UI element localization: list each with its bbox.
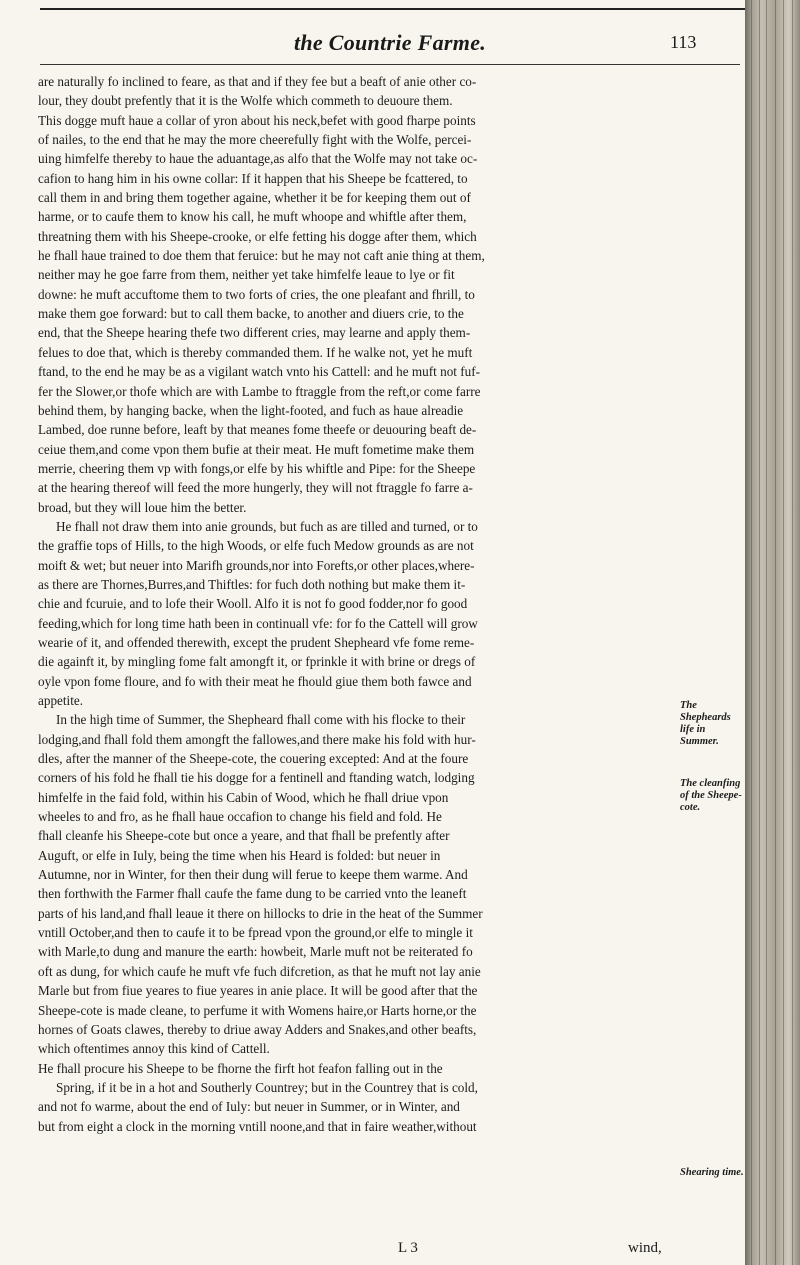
text-line: fhall cleanfe his Sheepe-cote but once a yeare, and that fhall be prefently after [38, 828, 450, 844]
margin-note-shepheards-life: The Shepheards life in Summer. [680, 700, 731, 747]
text-line: appetite. [38, 693, 84, 708]
text-line: Spring, if it be in a hot and Southerly Countrey; but in the Countrey that is cold, [56, 1079, 478, 1095]
text-line: moift & wet; but neuer into Marifh grounds,nor into Forefts,or other places,where- [38, 557, 475, 573]
book-edge [745, 0, 800, 1265]
text-line: which oftentimes annoy this kind of Cattell. [38, 1041, 270, 1057]
text-line: dles, after the manner of the Sheepe-cote, the couering excepted: And at the foure [38, 751, 469, 767]
signature-mark: L 3 [398, 1240, 418, 1256]
text-line: merrie, cheering them vp with fongs,or elfe by his whiftle and Pipe: for the Sheepe [38, 460, 476, 476]
catchword: wind, [628, 1240, 662, 1256]
text-line: threatning them with his Sheepe-crooke, or elfe fetting his dogge after them, which [38, 228, 477, 244]
text-line: Marle but from fiue yeares to fiue yeares in anie place. It will be good after that the [38, 983, 478, 999]
text-line: lour, they doubt prefently that it is the Wolfe which commeth to deuoure them. [38, 93, 453, 109]
margin-note-shearing: Shearing time. [680, 1167, 744, 1178]
text-line: make them goe forward: but to call them backe, to another and diuers crie, to the [38, 306, 464, 322]
text-line: behind them, by hanging backe, when the light-footed, and fuch as haue alreadie [38, 402, 464, 418]
text-line: felues to doe that, which is thereby commanded them. If he walke not, yet he muft [38, 344, 473, 360]
text-line: oft as dung, for which caufe he muft vfe fuch difcretion, as that he muft not lay anie [38, 963, 481, 979]
text-line: feeding,which for long time hath been in continuall vfe: for fo the Cattell will grow [38, 615, 478, 631]
text-line: corners of his fold he fhall tie his dogge for a fentinell and ftanding watch, lodging [38, 770, 475, 786]
text-line: parts of his land,and fhall leaue it there on hillocks to drie in the heat of the Summer [38, 905, 483, 921]
text-line: fer the Slower,or thofe which are with Lambe to ftraggle from the reft,or come farre [38, 383, 481, 399]
text-line: end, that the Sheepe hearing thefe two different cries, may learne and apply them- [38, 325, 471, 341]
running-head [0, 26, 745, 66]
text-line: In the high time of Summer, the Shepheard fhall come with his flocke to their [56, 712, 466, 728]
text-line: Sheepe-cote is made cleane, to perfume it with Womens haire,or Harts horne,or the [38, 1002, 477, 1018]
running-title: the Countrie Farme. [293, 30, 487, 55]
body-text [38, 72, 676, 1136]
text-line: are naturally fo inclined to feare, as that and if they fee but a beaft of anie other co- [38, 74, 477, 89]
text-line: wearie of it, and offended therewith, except the prudent Shepheard vfe fome reme- [38, 634, 475, 650]
text-line: lodging,and fhall fold them amongft the fallowes,and there make his fold with hur- [38, 731, 476, 747]
text-line: He fhall procure his Sheepe to be fhorne the firft hot feafon falling out in the [38, 1060, 443, 1076]
text-line: at the hearing thereof will feed the more hungerly, they will not ftraggle fo farre a- [38, 480, 473, 496]
header-rule [40, 64, 740, 65]
margin-note-cleansing: The cleanfing of the Sheepe-cote. [680, 778, 742, 813]
text-line: ceiue them,and come vpon them bufie at their meat. He muft fometime make them [38, 441, 475, 457]
text-line: himfelfe in the faid fold, within his Cabin of Wood, which he fhall driue vpon [38, 789, 449, 805]
text-line: as there are Thornes,Burres,and Thiftles: for fuch doth nothing but make them it- [38, 576, 466, 592]
text-line: broad, but they will loue him the better. [38, 499, 247, 515]
top-rule [40, 8, 745, 10]
text-line: the graffie tops of Hills, to the high Woods, or elfe fuch Medow grounds as are not [38, 538, 474, 554]
text-line: but from eight a clock in the morning vntill noone,and that in faire weather,without [38, 1118, 477, 1134]
text-line: oyle vpon fome floure, and fo with their meat he fhould giue them both fawce and [38, 673, 472, 689]
text-line: Lambed, doe runne before, leaft by that meanes fome theefe or deuouring beaft de- [38, 422, 477, 438]
text-line: then forthwith the Farmer fhall caufe the fame dung to be carried vnto the leaneft [38, 886, 467, 902]
text-line: uing himfelfe thereby to haue the aduantage,as alfo that the Wolfe may not take oc- [38, 151, 478, 167]
text-line: he fhall haue trained to doe them that feruice: but he may not caft anie thing at them, [38, 248, 485, 264]
text-line: harme, or to caufe them to know his call, he muft whoope and whiftle after them, [38, 209, 467, 225]
text-line: ftand, to the end he may be as a vigilant watch vnto his Cattell: and he muft not fuf- [38, 364, 481, 380]
page-number: 113 [670, 32, 697, 52]
text-line: Autumne, nor in Winter, for then their dung will ferue to keepe them warme. And [38, 867, 468, 883]
text-line: chie and fcuruie, and to lofe their Wooll. Alfo it is not fo good fodder,nor fo good [38, 596, 468, 612]
text-line: cafion to hang him in his owne collar: If it happen that his Sheepe be fcattered, to [38, 170, 468, 186]
text-line: die againft it, by mingling fome falt amongft it, or fprinkle it with brine or dregs of [38, 654, 476, 670]
text-line: downe: he muft accuftome them to two forts of cries, the one pleafant and fhrill, to [38, 286, 475, 302]
text-line: This dogge muft haue a collar of yron about his neck,befet with good fharpe points [38, 112, 476, 128]
text-line: wheeles to and fro, as he fhall haue occafion to change his field and fold. He [38, 809, 442, 825]
text-line: with Marle,to dung and manure the earth: howbeit, Marle muft not be reiterated fo [38, 944, 473, 960]
text-line: neither may he goe farre from them, neither yet take himfelfe leaue to lye or fit [38, 267, 455, 283]
text-line: He fhall not draw them into anie grounds, but fuch as are tilled and turned, or to [56, 518, 478, 534]
text-line: of nailes, to the end that he may the more cheerefully fight with the Wolfe, percei- [38, 132, 472, 148]
text-line: and not fo warme, about the end of Iuly: but neuer in Summer, or in Winter, and [38, 1099, 460, 1115]
text-line: Auguft, or elfe in Iuly, being the time when his Heard is folded: but neuer in [38, 847, 441, 863]
text-line: hornes of Goats clawes, thereby to driue away Adders and Snakes,and other beafts, [38, 1021, 477, 1037]
text-line: call them in and bring them together againe, whether it be for keeping them out of [38, 190, 471, 206]
text-line: vntill October,and then to caufe it to be fpread vpon the ground,or elfe to mingle it [38, 925, 473, 941]
